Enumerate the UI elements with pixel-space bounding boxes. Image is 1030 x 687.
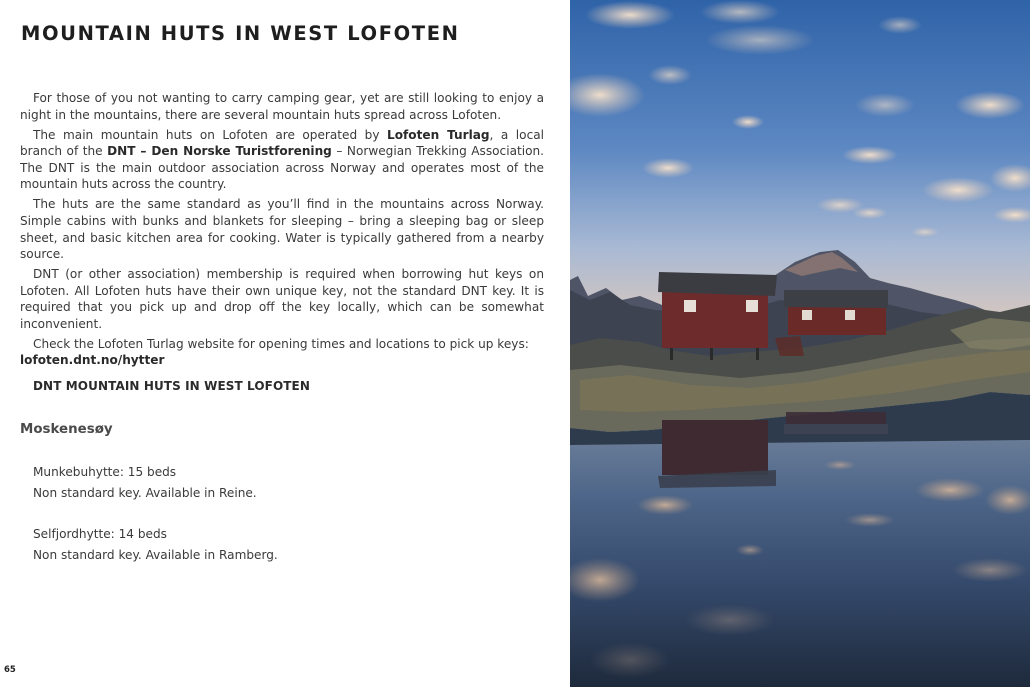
page-title: MOUNTAIN HUTS IN WEST LOFOTEN bbox=[21, 22, 460, 45]
red-hut-left bbox=[658, 272, 777, 360]
page-number: 65 bbox=[4, 665, 16, 675]
lofoten-turlag-name: Lofoten Turlag bbox=[387, 127, 490, 142]
hut-entry-munkebu bbox=[33, 462, 257, 504]
body-text bbox=[20, 90, 544, 372]
paragraph-operators: The main mountain huts on Lofoten are operated by Lofoten Turlag, a local branch of the DNT – Den Norske Turistforening – Norwegian Trekking Association. The DNT is the main outdoor association across Norway and operates most of the mountain huts across the country. bbox=[20, 127, 544, 192]
paragraph-membership: DNT (or other association) membership is required when borrowing hut keys on Lofoten. All Lofoten huts have their own unique key, not the standard DNT key. It is required that you pick up and drop off the key locally, which can be somewhat inconvenient. bbox=[20, 267, 544, 331]
hut-name: Selfjordhytte: 14 beds bbox=[33, 527, 167, 541]
dnt-name: DNT – Den Norske Turistforening bbox=[107, 144, 332, 159]
paragraph-website: Check the Lofoten Turlag website for opening times and locations to pick up keys: lofoten.dnt.no/hytter bbox=[20, 336, 529, 368]
hut-name: Munkebuhytte: 15 beds bbox=[33, 465, 177, 479]
island-heading: Moskenesøy bbox=[20, 422, 113, 437]
paragraph-standard: The huts are the same standard as you’ll find in the mountains across Norway. Simple cabins with bunks and blankets for sleeping – bring a sleeping bag or sleep sheet, and basic kitchen area for cooking. Water is typically gathered from a nearby source. bbox=[20, 197, 544, 262]
hut-note: Non standard key. Available in Reine. bbox=[33, 486, 257, 500]
landscape-photo bbox=[570, 0, 1030, 687]
section-heading: DNT MOUNTAIN HUTS IN WEST LOFOTEN bbox=[33, 379, 310, 393]
hut-note: Non standard key. Available in Ramberg. bbox=[33, 548, 278, 562]
website-link[interactable]: lofoten.dnt.no/hytter bbox=[20, 353, 165, 368]
paragraph-intro: For those of you not wanting to carry camping gear, yet are still looking to enjoy a night in the mountains, there are several mountain huts spread across Lofoten. bbox=[20, 91, 544, 122]
hut-entry-selfjord bbox=[33, 524, 278, 566]
